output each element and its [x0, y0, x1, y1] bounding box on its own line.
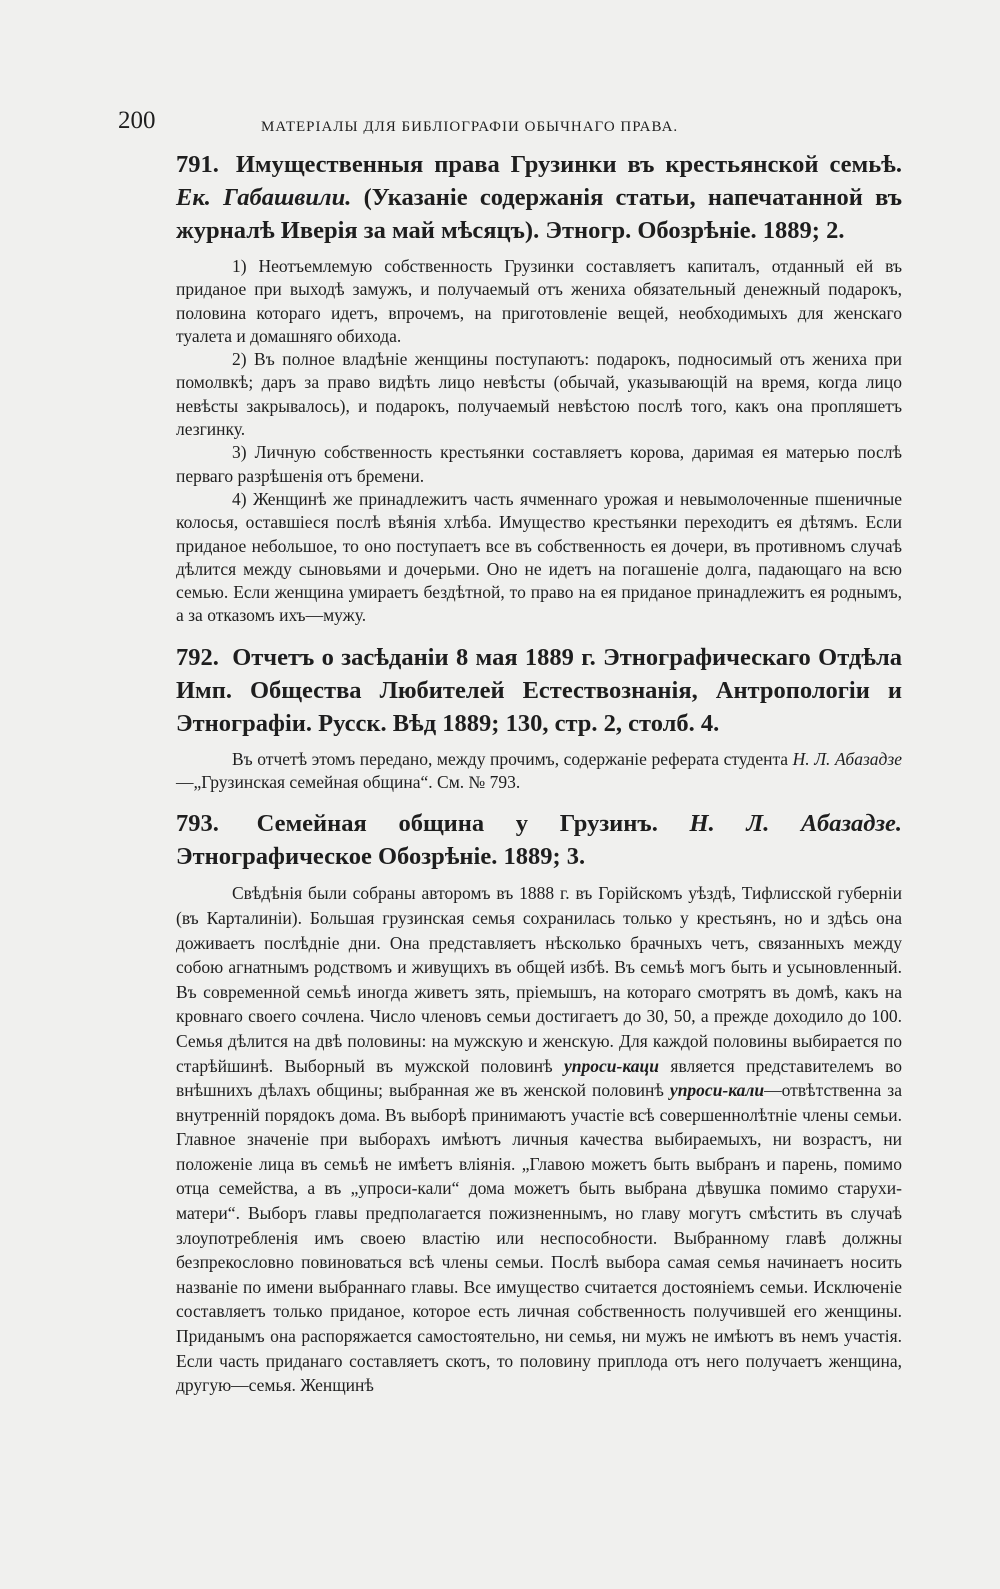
entry-source: Этнографическое Обозрѣніе. 1889; 3.: [176, 843, 586, 871]
page-number: 200: [118, 107, 156, 134]
entry-792-body: [176, 748, 902, 795]
term-upros-katsi: упроси-каци: [564, 1055, 659, 1076]
entry-author: Ек. Габашвили.: [176, 184, 352, 211]
paragraph: 2) Въ полное владѣніе женщины поступаютъ: подарокъ, подносимый отъ жениха при помолвкѣ; даръ за право видѣть лицо невѣсты (обычай, указывающій на время, когда лицо невѣсты закрывалось), и подарокъ, получаемый невѣстою послѣ того, какъ она пропляшетъ лезгинку.: [176, 349, 902, 440]
paragraph: 1) Неотъемлемую собственность Грузинки составляетъ капиталъ, отданный ей въ приданое при выходѣ замужъ, и получаемый отъ жениха обязательный денежный подарокъ, половина котораго идетъ, впрочемъ, на приготовленіе вещей, необходимыхъ для женскаго туалета и домашняго обихода.: [176, 256, 902, 346]
paragraph: 4) Женщинѣ же принадлежитъ часть ячменнаго урожая и невымолоченные пшеничные колосья, оставшіеся послѣ вѣянія хлѣба. Имущество крестьянки переходитъ ея дѣтямъ. Если приданое небольшое, то оно поступаетъ все въ собственность ея дочери, въ противномъ случаѣ дѣлится между сыновьями и дочерьми. Оно не идетъ на погашеніе долга, падающаго на всю семью. Если женщина умираетъ бездѣтной, то право на ея приданое принадлежитъ ея роднымъ, а за отказомъ ихъ—мужу.: [176, 488, 902, 626]
paragraph-text: является представителемъ во внѣшнихъ дѣлахъ общины; выбранная же въ женской половинѣ: [176, 1055, 903, 1101]
paragraph: [176, 881, 902, 1397]
paragraph-text: Въ отчетѣ этомъ передано, между прочимъ, содержаніе реферата студента: [232, 748, 789, 769]
entry-791-body: [176, 255, 902, 628]
author-name: Н. Л. Абазадзе: [792, 748, 902, 769]
entry-number: 792.: [176, 643, 219, 671]
running-title: МАТЕРІАЛЫ ДЛЯ БИБЛІОГРАФІИ ОБЫЧНАГО ПРАВА.: [261, 119, 679, 135]
entry-title: Отчетъ о засѣданіи 8 мая 1889 г. Этнографическаго Отдѣла Имп. Общества Любителей Естествознанія, Антропологіи и Этнографіи. Русск. Вѣд 1889; 130, стр. 2, столб. 4.: [176, 643, 902, 737]
paragraph: 3) Личную собственность крестьянки составляетъ корова, даримая ея матерью послѣ перваго разрѣшенія отъ бремени.: [176, 442, 902, 486]
entry-source: (Указаніе содержанія статьи, напечатанной въ журналѣ Иверія за май мѣсяцъ). Этногр. Обозрѣніе. 1889; 2.: [176, 184, 903, 244]
entry-number: 793.: [176, 810, 219, 838]
paragraph-text: —„Грузинская семейная община“. См. № 793.: [176, 772, 521, 793]
page-content: [176, 148, 902, 1411]
entry-author: Н. Л. Абазадзе.: [689, 810, 903, 838]
entry-title: Семейная община у Грузинъ.: [256, 810, 658, 838]
entry-791-heading: [176, 148, 902, 247]
paragraph: [176, 748, 902, 795]
entry-793-heading: [176, 807, 902, 873]
entry-title: Имущественныя права Грузинки въ крестьянской семьѣ.: [235, 151, 902, 178]
paragraph-text: Свѣдѣнія были собраны авторомъ въ 1888 г. въ Горійскомъ уѣздѣ, Тифлисской губерніи (въ Карталиніи). Большая грузинская семья сохранилась только у крестьянъ, но и здѣсь она доживаетъ послѣдніе дни. Она представляетъ нѣсколько брачныхъ четъ, связанныхъ между собою агнатнымъ родствомъ и живущихъ въ общей избѣ. Въ семьѣ могъ быть и усыновленный. Въ современной семьѣ иногда живетъ зять, пріемышъ, на котораго смотрятъ въ домѣ, какъ на кровнаго своего сочлена. Число членовъ семьи достигаетъ до 30, 50, а прежде доходило до 100. Семья дѣлится на двѣ половины: на мужскую и женскую. Для каждой половины выбирается по старѣйшинѣ. Выборный въ мужской половинѣ: [176, 883, 902, 1076]
term-upros-kali: упроси-кали: [669, 1080, 765, 1101]
entry-792-heading: [176, 641, 902, 740]
paragraph-text: —отвѣтственна за внутренній порядокъ дома. Въ выборѣ принимаютъ участіе всѣ совершеннолѣтніе члены семьи. Главное значеніе при выборахъ имѣютъ личныя качества выбираемыхъ, ни возрастъ, ни положеніе лица въ семьѣ не имѣетъ вліянія. „Главою можетъ быть выбранъ и парень, помимо отца семейства, а въ „упроси-кали“ дома можетъ быть выбрана дѣвушка помимо старухи-матери“. Выборъ главы предполагается пожизненнымъ, но главу могутъ смѣстить въ случаѣ злоупотребленія имъ своею властію или неспособности. Выбранному главѣ должны безпрекословно повиноваться всѣ члены семьи. Послѣ выбора самая семья начинаетъ носить названіе по имени выбраннаго главы. Все имущество считается достояніемъ семьи. Исключеніе составляетъ только приданое, которое есть личная собственность получившей его женщины. Приданымъ она распоряжается самостоятельно, ни семья, ни мужъ не имѣютъ въ немъ участія. Если часть приданаго составляетъ скотъ, то половину приплода отъ него получаетъ женщина, другую—семья. Женщинѣ: [176, 1080, 902, 1396]
entry-793-body: [176, 881, 902, 1397]
entry-number: 791.: [176, 151, 219, 178]
